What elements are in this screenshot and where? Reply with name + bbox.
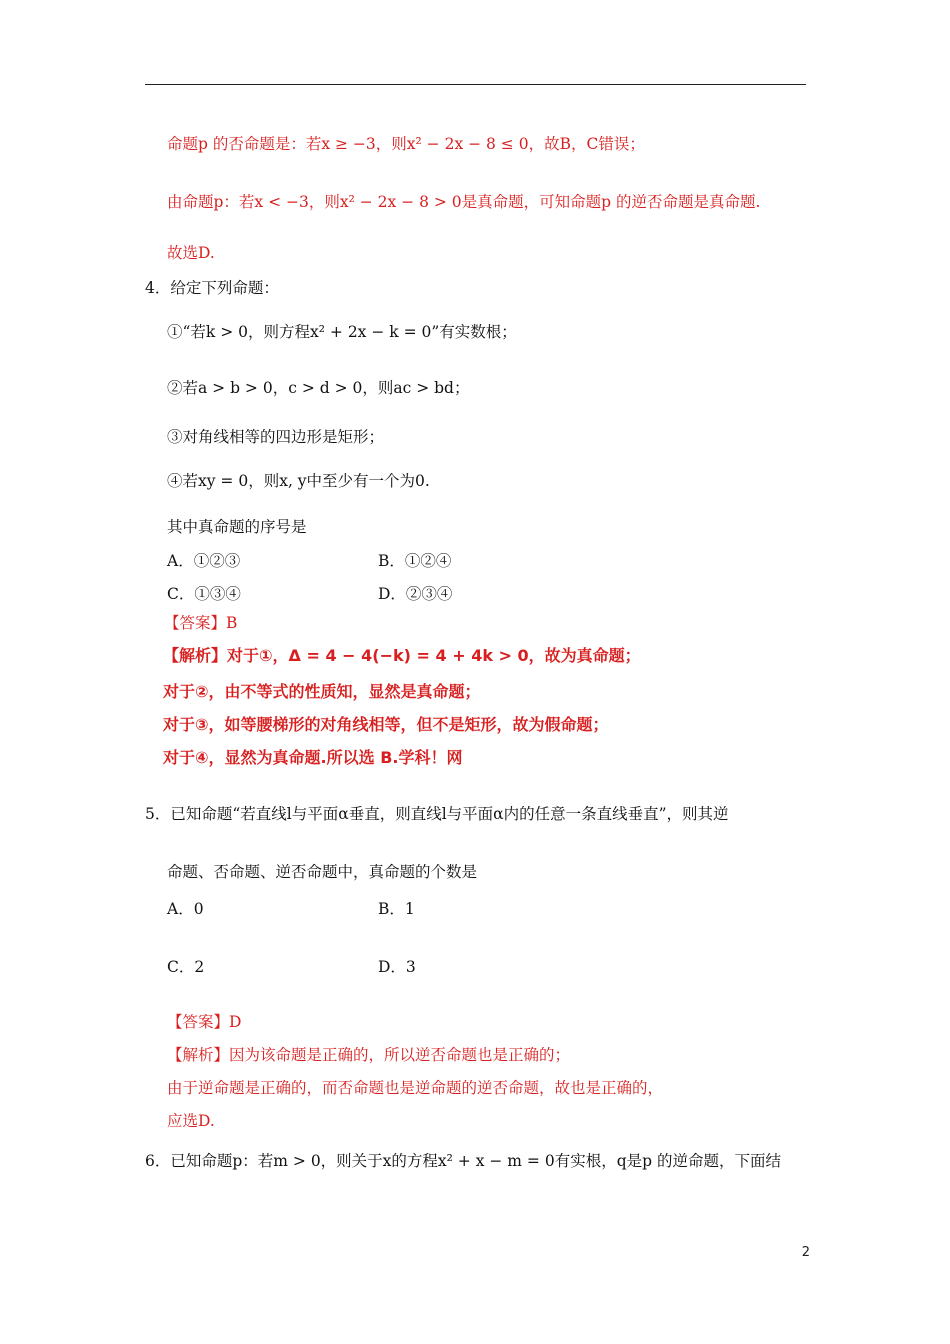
statement-3: ③对角线相等的四边形是矩形； bbox=[167, 428, 385, 446]
question-5-title: 5．已知命题“若直线l与平面α垂直，则直线l与平面α内的任意一条直线垂直”，则其逆 bbox=[145, 805, 729, 823]
analysis-line: 【解析】因为该命题是正确的，所以逆否命题也是正确的； bbox=[167, 1046, 571, 1064]
option-b: B．①②④ bbox=[378, 552, 452, 570]
option-b: B．1 bbox=[378, 900, 415, 918]
statement-1: ①“若k > 0，则方程x² + 2x − k = 0”有实数根； bbox=[167, 323, 517, 341]
option-d: D．3 bbox=[378, 958, 416, 976]
question-4-title: 4．给定下列命题： bbox=[145, 279, 279, 297]
option-c: C．2 bbox=[167, 958, 205, 976]
text-line: 由命题p：若x < −3，则x² − 2x − 8 > 0是真命题，可知命题p 的逆否命题是真命题. bbox=[167, 193, 761, 211]
header-rule bbox=[145, 84, 806, 85]
text-line: 故选D. bbox=[167, 244, 215, 262]
statement-2: ②若a > b > 0，c > d > 0，则ac > bd； bbox=[167, 379, 470, 397]
option-d: D．②③④ bbox=[378, 585, 453, 603]
analysis-line: 由于逆命题是正确的，而否命题也是逆命题的逆否命题，故也是正确的， bbox=[167, 1079, 664, 1097]
question-6-title: 6．已知命题p：若m > 0，则关于x的方程x² + x − m = 0有实根，q是p 的逆命题，下面结 bbox=[145, 1152, 781, 1170]
option-c: C．①③④ bbox=[167, 585, 241, 603]
text-line: 命题p 的否命题是：若x ≥ −3，则x² − 2x − 8 ≤ 0，故B，C错误； bbox=[167, 135, 645, 153]
analysis-line: 对于②，由不等式的性质知，显然是真命题； bbox=[163, 682, 481, 701]
option-a: A．①②③ bbox=[167, 552, 241, 570]
analysis-line: 对于④，显然为真命题.所以选 B.学科！网 bbox=[163, 748, 463, 767]
analysis-line: 【解析】对于①，Δ = 4 − 4(−k) = 4 + 4k > 0，故为真命题； bbox=[163, 646, 641, 665]
statement-4: ④若xy = 0，则x, y中至少有一个为0. bbox=[167, 472, 430, 490]
question-prompt: 其中真命题的序号是 bbox=[167, 518, 307, 536]
analysis-line: 对于③，如等腰梯形的对角线相等，但不是矩形，故为假命题； bbox=[163, 715, 609, 734]
page-number: 2 bbox=[801, 1245, 810, 1260]
analysis-line: 应选D. bbox=[167, 1112, 215, 1130]
question-5-continued: 命题、否命题、逆否命题中，真命题的个数是 bbox=[167, 863, 478, 881]
answer-label: 【答案】D bbox=[167, 1013, 242, 1031]
option-a: A．0 bbox=[167, 900, 204, 918]
answer-label: 【答案】B bbox=[164, 614, 238, 632]
